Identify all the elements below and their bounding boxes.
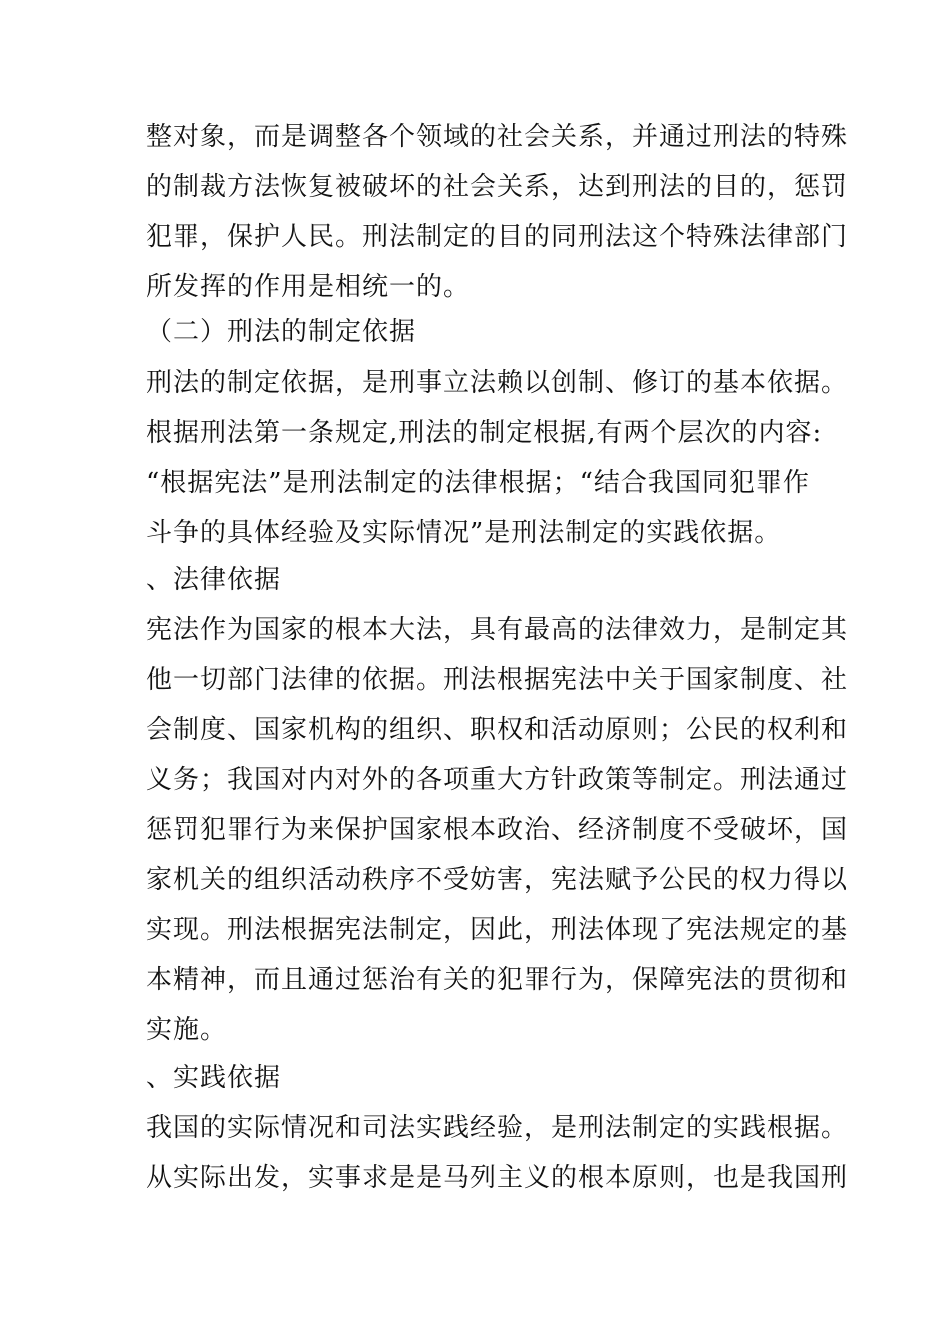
body-text-line: 宪法作为国家的根本大法，具有最高的法律效力，是制定其	[146, 615, 849, 645]
body-text-line: 所发挥的作用是相统一的。	[146, 272, 471, 302]
body-text-line: 实施。	[146, 1015, 228, 1045]
body-text-line: 实现。刑法根据宪法制定，因此，刑法体现了宪法规定的基	[146, 915, 849, 945]
body-text-line: 会制度、国家机构的组织、职权和活动原则；公民的权利和	[146, 715, 849, 745]
body-text-line: “根据宪法”是刑法制定的法律根据；“结合我国同犯罪作	[146, 468, 810, 498]
body-text-line: 他一切部门法律的依据。刑法根据宪法中关于国家制度、社	[146, 665, 849, 695]
body-text-line: 根据刑法第一条规定,刑法的制定根据,有两个层次的内容:	[146, 418, 823, 448]
body-text-line: 刑法的制定依据，是刑事立法赖以创制、修订的基本依据。	[146, 368, 849, 398]
section-heading: （二）刑法的制定依据	[146, 317, 417, 347]
subsection-heading: 、法律依据	[146, 565, 282, 595]
body-text-line: 义务；我国对内对外的各项重大方针政策等制定。刑法通过	[146, 765, 849, 795]
body-text-line: 本精神，而且通过惩治有关的犯罪行为，保障宪法的贯彻和	[146, 965, 849, 995]
body-text-line: 惩罚犯罪行为来保护国家根本政治、经济制度不受破坏，国	[146, 815, 849, 845]
body-text-line: 家机关的组织活动秩序不受妨害，宪法赋予公民的权力得以	[146, 865, 849, 895]
body-text-line: 斗争的具体经验及实际情况”是刑法制定的实践依据。	[146, 518, 782, 548]
body-text-line: 的制裁方法恢复被破坏的社会关系，达到刑法的目的，惩罚	[146, 172, 849, 202]
body-text-line: 从实际出发，实事求是是马列主义的根本原则，也是我国刑	[146, 1163, 849, 1193]
subsection-heading: 、实践依据	[146, 1063, 282, 1093]
body-text-line: 整对象，而是调整各个领域的社会关系，并通过刑法的特殊	[146, 122, 849, 152]
body-text-line: 犯罪，保护人民。刑法制定的目的同刑法这个特殊法律部门	[146, 222, 849, 252]
body-text-line: 我国的实际情况和司法实践经验，是刑法制定的实践根据。	[146, 1113, 849, 1143]
